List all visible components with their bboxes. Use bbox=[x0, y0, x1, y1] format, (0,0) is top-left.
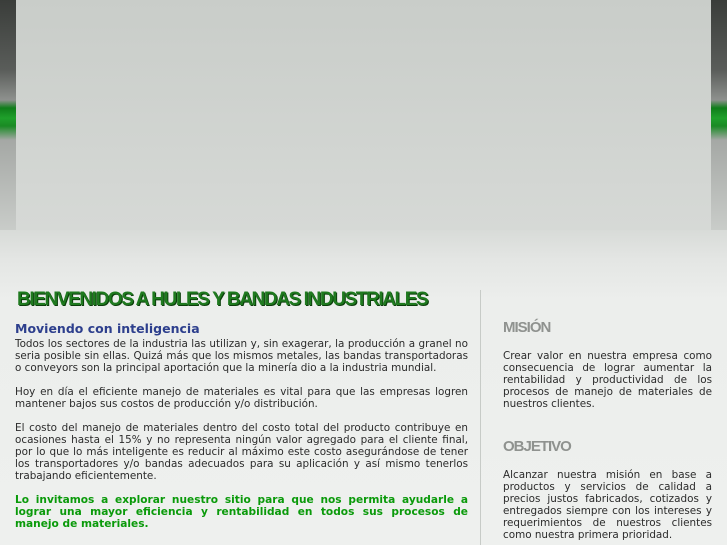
column-divider bbox=[480, 290, 481, 545]
mission-text: Crear valor en nuestra empresa como consecuencia de lograr aumentar la rentabilidad y productividad de los procesos de manejo de materiales de nuestros clientes. bbox=[503, 350, 712, 410]
intro-paragraph: Todos los sectores de la industria las utilizan y, sin exagerar, la producción a granel no seria posible sin ellas. Quizá más que los mismos metales, las bandas transportadoras o conveyors son la principal aportación que la minería dio a la industria mundial. bbox=[15, 338, 468, 374]
page-title: BIENVENIDOS A HULES Y BANDAS INDUSTRIALES bbox=[17, 289, 428, 310]
sidebar bbox=[503, 318, 712, 541]
left-header-edge bbox=[0, 0, 16, 230]
mission-heading: MISIÓN bbox=[503, 319, 551, 336]
objective-text: Alcanzar nuestra misión en base a productos y servicios de calidad a precios justos fabricados, cotizados y entregados siempre con los intereses y requerimientos de nuestros clientes como nuestra primera prioridad. bbox=[503, 469, 712, 541]
materials-paragraph: Hoy en día el eficiente manejo de materiales es vital para que las empresas logren mantener bajos sus costos de producción y/o distribución. bbox=[15, 386, 468, 410]
objective-heading: OBJETIVO bbox=[503, 438, 571, 455]
main-content bbox=[15, 288, 468, 530]
header-banner bbox=[16, 0, 711, 230]
right-header-edge bbox=[711, 0, 727, 230]
invitation-paragraph: Lo invitamos a explorar nuestro sitio para que nos permita ayudarle a lograr una mayor eficiencia y rentabilidad en todos sus procesos de manejo de materiales. bbox=[15, 494, 468, 530]
section-subtitle: Moviendo con inteligencia bbox=[15, 321, 200, 336]
cost-paragraph: El costo del manejo de materiales dentro del costo total del producto contribuye en ocasiones hasta el 15% y no representa ningún valor agregado para el cliente final, por lo que lo más inteligente es reducir al máximo este costo asegurándose de tener los transportadores y/o bandas adecuados para su aplicación y así mismo tenerlos trabajando eficientemente. bbox=[15, 422, 468, 482]
